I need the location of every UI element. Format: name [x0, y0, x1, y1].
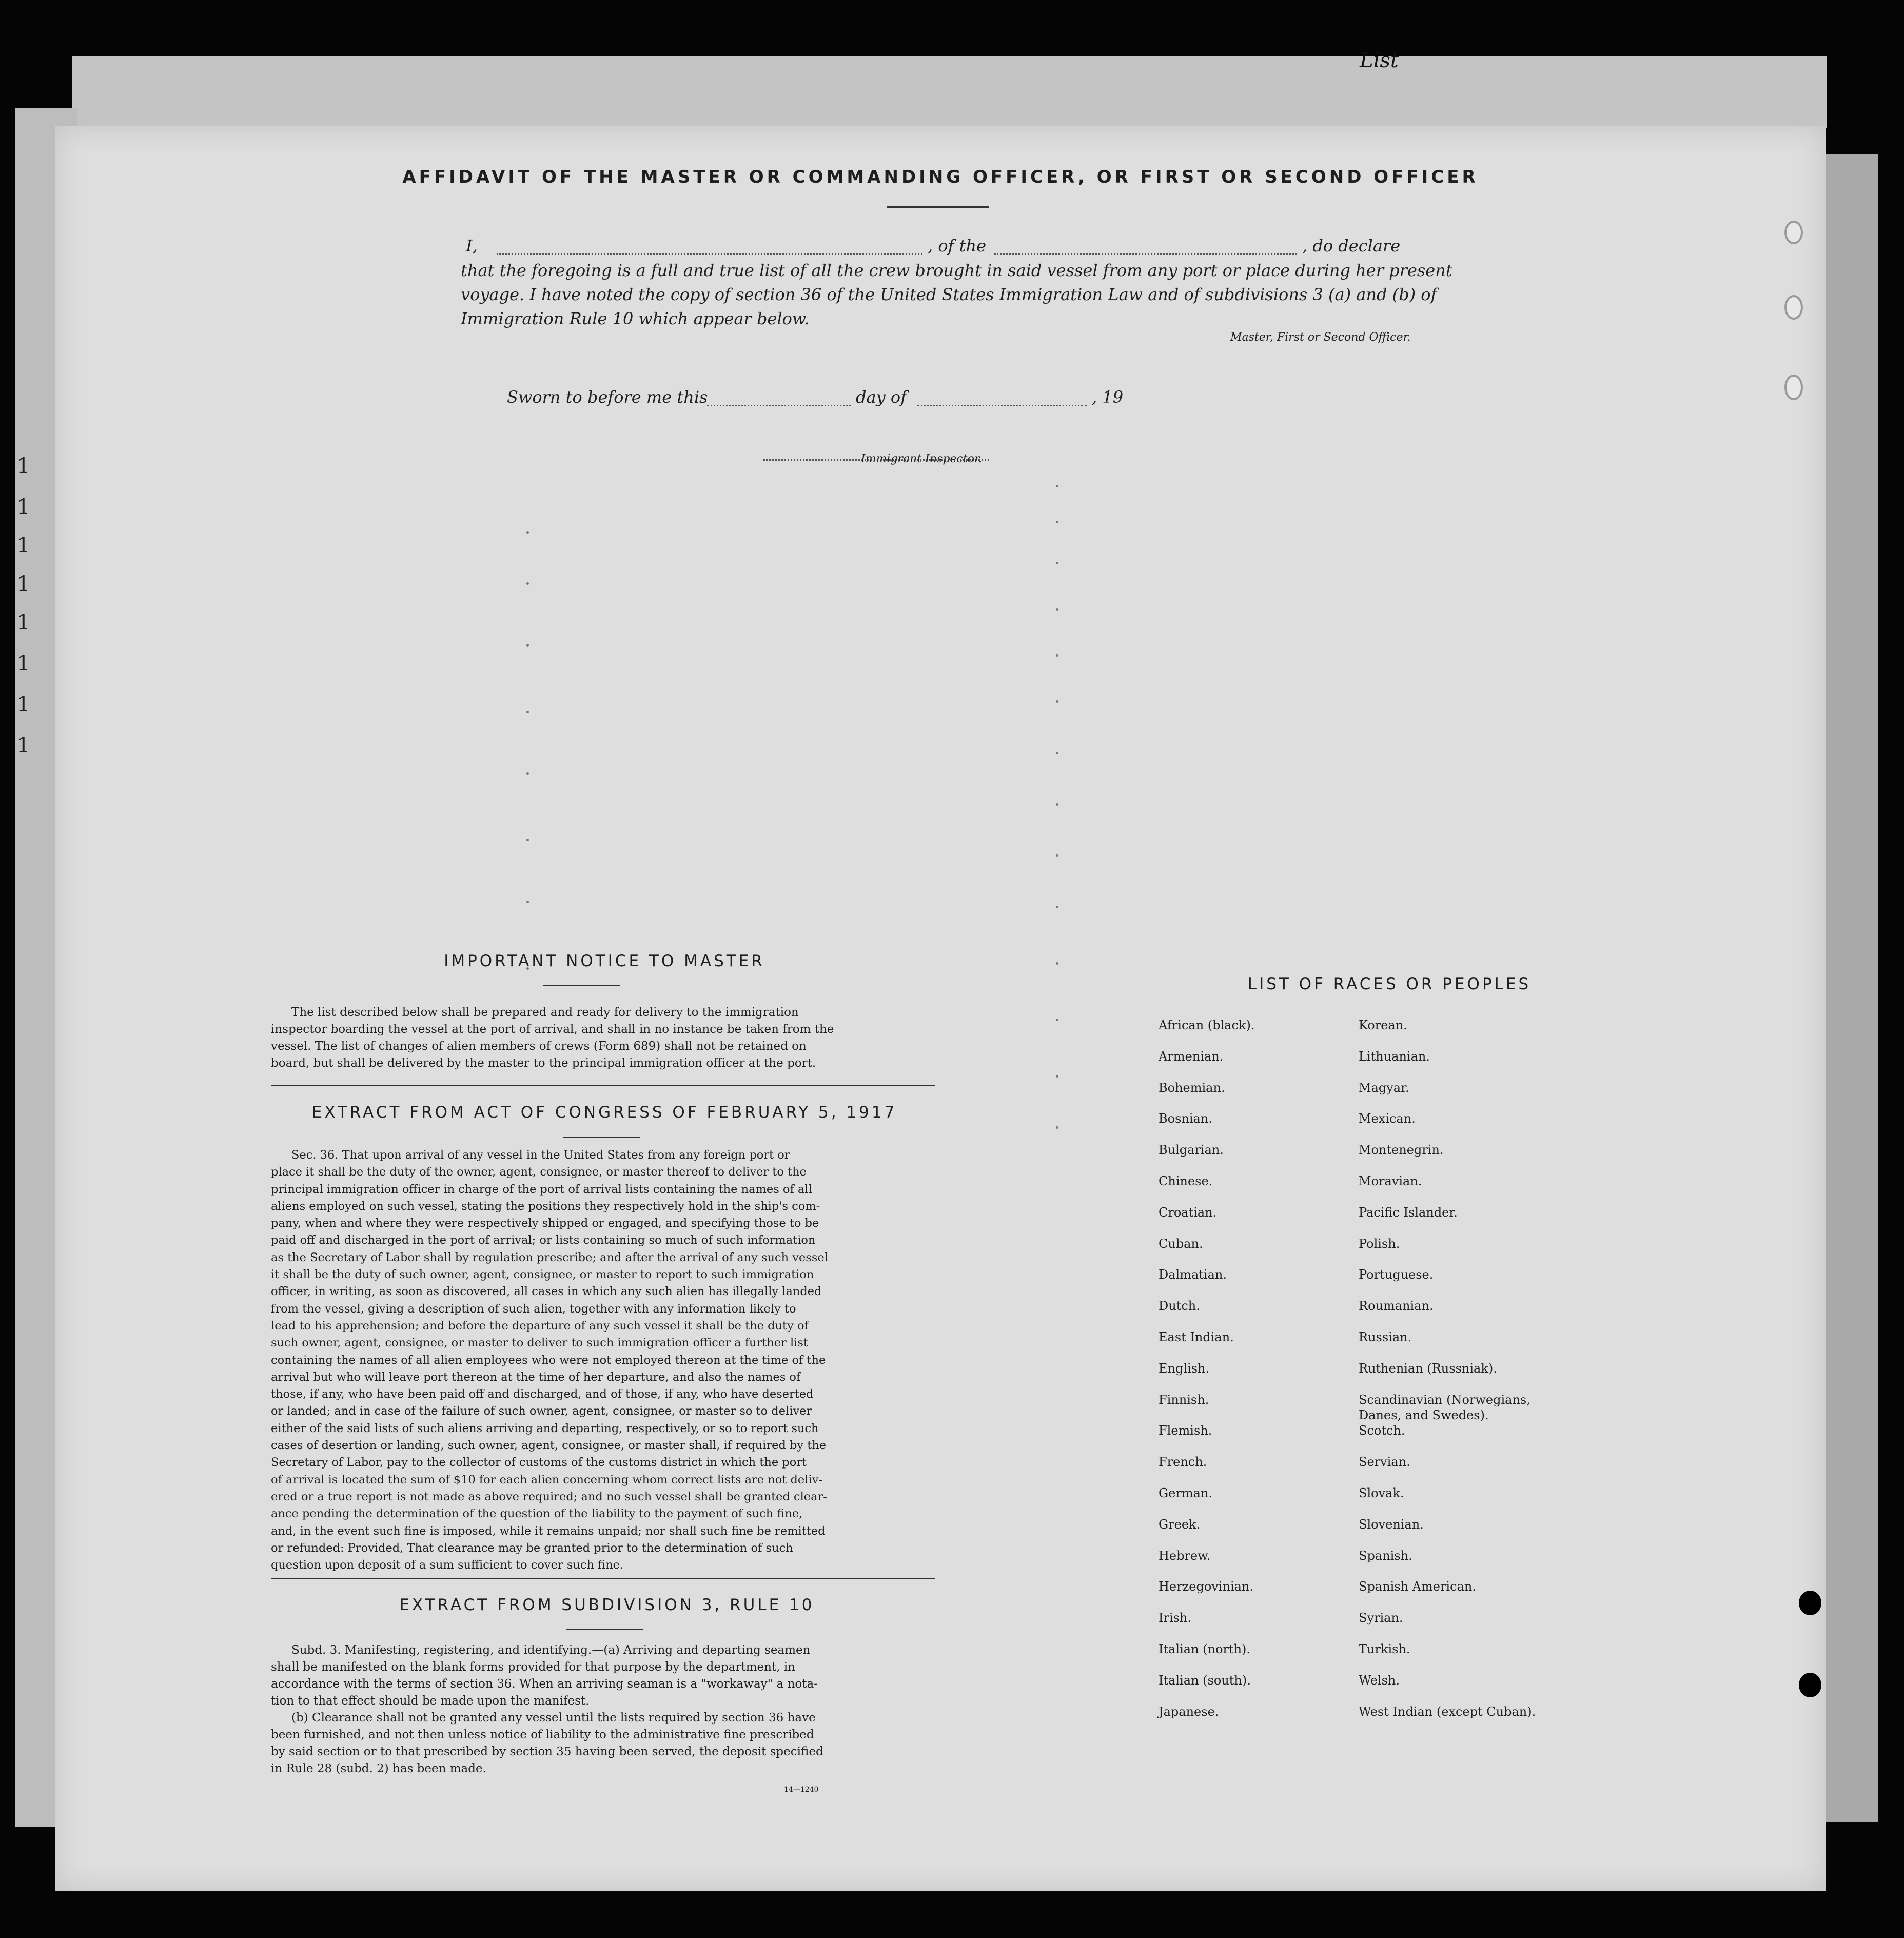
affidavit-of-the: , of the	[928, 236, 987, 256]
race-item: Irish.	[1159, 1611, 1192, 1626]
year-prefix: , 19	[1092, 387, 1124, 407]
race-item: Moravian.	[1359, 1173, 1422, 1188]
affidavit-line-3: voyage. I have noted the copy of section 36 of the United States Immigration Law and of subdivisions 3 (a) and (b) of	[461, 285, 1437, 304]
race-item: Cuban.	[1159, 1236, 1203, 1251]
faint-dot-column-right	[1056, 485, 1059, 1152]
race-item: Chinese.	[1159, 1173, 1213, 1188]
race-item: Scandinavian (Norwegians, Danes, and Swedes).	[1359, 1392, 1530, 1422]
act-line: as the Secretary of Labor shall by regulation prescribe; and after the arrival of any such vessel	[271, 1250, 828, 1264]
race-item: Croatian.	[1159, 1205, 1217, 1220]
races-left-column	[1159, 1017, 1353, 1735]
notice-line: The list described below shall be prepared and ready for delivery to the immigration	[291, 1006, 799, 1019]
act-body	[271, 1147, 935, 1574]
race-item: Bulgarian.	[1159, 1143, 1224, 1158]
act-line: or landed; and in case of the failure of such owner, agent, consignee, or master so to deliver	[271, 1404, 812, 1418]
margin-number: 1	[17, 652, 30, 675]
act-line: officer, in writing, as soon as discovered, all cases in which any such alien has illegally landed	[271, 1285, 822, 1299]
affidavit-title: AFFIDAVIT OF THE MASTER OR COMMANDING OFFICER, OR FIRST OR SECOND OFFICER	[402, 167, 1479, 187]
act-line: of arrival is located the sum of $10 for each alien concerning whom correct lists are not deliv-	[271, 1473, 822, 1486]
race-item: Polish.	[1359, 1236, 1400, 1251]
race-item: West Indian (except Cuban).	[1359, 1704, 1536, 1719]
top-tab-label: List	[1360, 49, 1399, 72]
act-line: and, in the event such fine is imposed, while it remains unpaid; nor shall such fine be remitted	[271, 1524, 826, 1538]
sworn-label: Sworn to before me this	[507, 387, 708, 407]
act-line: Sec. 36. That upon arrival of any vessel in the United States from any foreign port or	[291, 1148, 790, 1162]
rule-line: by said section or to that prescribed by section 35 having been served, the deposit specified	[271, 1745, 823, 1758]
race-item: Montenegrin.	[1359, 1143, 1444, 1158]
act-line: question upon deposit of a sum sufficient to cover such fine.	[271, 1558, 624, 1572]
race-item: Dutch.	[1159, 1299, 1200, 1314]
race-item: Greek.	[1159, 1517, 1201, 1532]
race-item: Lithuanian.	[1359, 1049, 1430, 1064]
name-blank	[497, 236, 922, 255]
rule-line: in Rule 28 (subd. 2) has been made.	[271, 1762, 486, 1775]
race-item: Finnish.	[1159, 1392, 1209, 1407]
rule-line: been furnished, and not then unless notice of liability to the administrative fine prescribed	[271, 1728, 814, 1741]
act-line: those, if any, who have been paid off and discharged, and of those, if any, who have deserted	[271, 1387, 814, 1401]
rule-line: accordance with the terms of section 36. When an arriving seaman is a "workaway" a nota-	[271, 1677, 818, 1691]
rule-title: EXTRACT FROM SUBDIVISION 3, RULE 10	[399, 1596, 815, 1614]
act-title: EXTRACT FROM ACT OF CONGRESS OF FEBRUARY 5, 1917	[311, 1103, 897, 1122]
act-line: cases of desertion or landing, such owner, agent, consignee, or master shall, if required by the	[271, 1439, 827, 1453]
act-line: principal immigration officer in charge of the port of arrival lists containing the names of all	[271, 1182, 812, 1196]
rule-line: tion to that effect should be made upon the manifest.	[271, 1694, 590, 1708]
act-rule	[563, 1137, 640, 1138]
rule-rule	[566, 1629, 643, 1630]
act-line: or refunded: Provided, That clearance may be granted prior to the determination of such	[271, 1541, 793, 1555]
race-item: Slovenian.	[1359, 1517, 1424, 1532]
race-item: Syrian.	[1359, 1611, 1403, 1626]
manifest-page	[17, 126, 1826, 1891]
master-caption: Master, First or Second Officer.	[1230, 331, 1411, 344]
punch-hole-icon	[1784, 221, 1803, 244]
race-item: Armenian.	[1159, 1049, 1224, 1064]
day-of-label: day of	[856, 387, 907, 407]
title-rule	[887, 206, 989, 208]
act-line: it shall be the duty of such owner, agent, consignee, or master to report to such immigration	[271, 1268, 814, 1282]
race-item: Hebrew.	[1159, 1548, 1211, 1563]
back-sheet-right	[1816, 154, 1878, 1822]
notice-title: IMPORTANT NOTICE TO MASTER	[444, 952, 765, 970]
race-item: East Indian.	[1159, 1329, 1234, 1344]
punch-hole-icon	[1784, 295, 1803, 320]
notice-body	[271, 1004, 935, 1072]
race-item: Flemish.	[1159, 1423, 1212, 1438]
form-number: 14—1240	[784, 1786, 819, 1794]
act-line: place it shall be the duty of the owner, agent, consignee, or master thereof to deliver to the	[271, 1165, 807, 1179]
race-item: African (black).	[1159, 1018, 1255, 1032]
race-item: Italian (south).	[1159, 1673, 1251, 1688]
faint-dot-column-left	[526, 531, 529, 993]
race-item: Turkish.	[1359, 1641, 1410, 1656]
race-item: Spanish.	[1359, 1548, 1412, 1563]
race-item: Ruthenian (Russniak).	[1359, 1361, 1497, 1376]
race-item: Mexican.	[1359, 1111, 1416, 1126]
month-blank	[917, 387, 1087, 406]
inspector-caption: Immigrant Inspector.	[861, 453, 982, 465]
margin-number: 1	[17, 534, 30, 557]
back-sheet-top	[72, 56, 1827, 128]
race-item: Herzegovinian.	[1159, 1579, 1254, 1594]
act-line: paid off and discharged in the port of arrival; or lists containing so much of such information	[271, 1234, 816, 1247]
act-line: from the vessel, giving a description of such alien, together with any information likely to	[271, 1302, 796, 1316]
race-item: Spanish American.	[1359, 1579, 1476, 1594]
rule-line: (b) Clearance shall not be granted any vessel until the lists required by section 36 have	[291, 1711, 816, 1725]
act-line: Secretary of Labor, pay to the collector of customs of the customs district in which the port	[271, 1456, 807, 1470]
race-item: German.	[1159, 1485, 1212, 1500]
margin-number: 1	[17, 611, 30, 634]
margin-number: 1	[17, 734, 30, 757]
races-right-column	[1359, 1017, 1574, 1735]
notice-divider	[271, 1085, 935, 1086]
punch-hole-icon	[1799, 1673, 1821, 1697]
act-divider	[271, 1578, 935, 1579]
race-item: Servian.	[1359, 1455, 1410, 1470]
affidavit-line-2: that the foregoing is a full and true list of all the crew brought in said vessel from any port or place during her present	[461, 261, 1452, 280]
vessel-blank	[994, 236, 1297, 255]
notice-line: inspector boarding the vessel at the port of arrival, and shall in no instance be taken from the	[271, 1023, 834, 1036]
notice-rule	[543, 985, 620, 986]
notice-line: board, but shall be delivered by the master to the principal immigration officer at the port.	[271, 1056, 816, 1070]
race-item: Magyar.	[1359, 1080, 1409, 1095]
races-title: LIST OF RACES OR PEOPLES	[1247, 975, 1532, 993]
race-item: Portuguese.	[1359, 1267, 1434, 1282]
margin-number: 1	[17, 693, 30, 716]
race-item: Bosnian.	[1159, 1111, 1212, 1126]
notice-line: vessel. The list of changes of alien members of crews (Form 689) shall not be retained on	[271, 1040, 807, 1053]
race-item: Korean.	[1359, 1018, 1407, 1032]
race-item: Bohemian.	[1159, 1080, 1225, 1095]
race-item: Russian.	[1359, 1329, 1412, 1344]
day-blank	[707, 387, 851, 406]
act-line: pany, when and where they were respectively shipped or engaged, and specifying those to be	[271, 1217, 819, 1230]
rule-body	[271, 1642, 935, 1777]
act-line: such owner, agent, consignee, or master to deliver to such immigration officer a further list	[271, 1336, 808, 1350]
affidavit-declare: , do declare	[1302, 236, 1401, 256]
punch-hole-icon	[1784, 375, 1803, 400]
race-item: English.	[1159, 1361, 1210, 1376]
margin-number: 1	[17, 454, 30, 478]
race-item: Roumanian.	[1359, 1299, 1434, 1314]
punch-hole-icon	[1799, 1591, 1821, 1615]
race-item: Scotch.	[1359, 1423, 1405, 1438]
affidavit-line-4: Immigration Rule 10 which appear below.	[461, 309, 810, 328]
act-line: ance pending the determination of the question of the liability to the payment of such fine,	[271, 1507, 803, 1521]
race-item: French.	[1159, 1455, 1207, 1470]
race-item: Dalmatian.	[1159, 1267, 1227, 1282]
race-item: Italian (north).	[1159, 1641, 1251, 1656]
rule-line: Subd. 3. Manifesting, registering, and identifying.—(a) Arriving and departing seamen	[291, 1643, 811, 1657]
affidavit-i: I,	[466, 236, 478, 256]
margin-number: 1	[17, 495, 30, 519]
act-line: ered or a true report is not made as above required; and no such vessel shall be granted clear-	[271, 1490, 827, 1503]
act-line: lead to his apprehension; and before the departure of any such vessel it shall be the duty of	[271, 1319, 809, 1333]
race-item: Japanese.	[1159, 1704, 1219, 1719]
margin-number: 1	[17, 572, 30, 596]
act-line: either of the said lists of such aliens arriving and departing, respectively, or so to report such	[271, 1421, 819, 1435]
race-item: Pacific Islander.	[1359, 1205, 1458, 1220]
rule-line: shall be manifested on the blank forms provided for that purpose by the department, in	[271, 1660, 795, 1674]
race-item: Slovak.	[1359, 1485, 1404, 1500]
act-line: arrival but who will leave port thereon at the time of her departure, and also the names of	[271, 1370, 801, 1384]
act-line: aliens employed on such vessel, stating the positions they respectively hold in the ship's com-	[271, 1199, 820, 1213]
act-line: containing the names of all alien employees who were not employed thereon at the time of the	[271, 1353, 826, 1367]
race-item: Welsh.	[1359, 1673, 1400, 1688]
